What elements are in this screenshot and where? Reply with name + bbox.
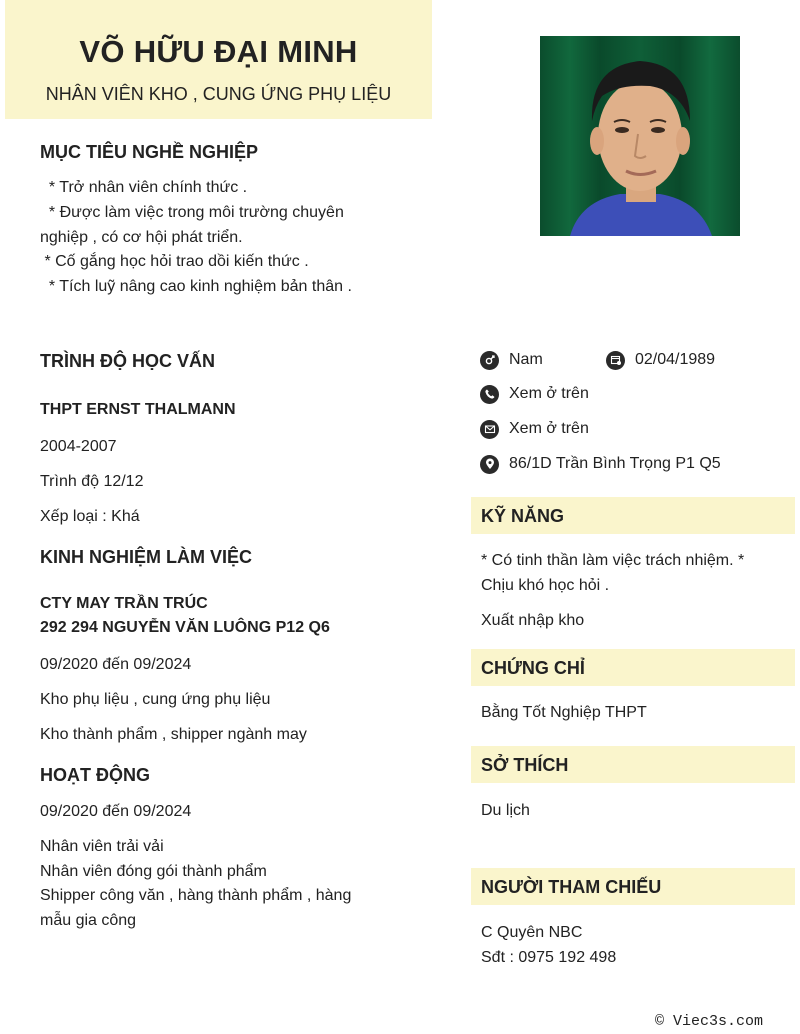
watermark: © Viec3s.com (655, 1013, 764, 1030)
skills-line: * Có tinh thần làm việc trách nhiệm. * (481, 552, 745, 569)
job-title: NHÂN VIÊN KHO , CUNG ỨNG PHỤ LIỆU (45, 84, 392, 104)
skills-heading-band (471, 497, 795, 534)
activities-period: 09/2020 đến 09/2024 (40, 803, 192, 820)
activities-line: mẫu gia công (40, 911, 137, 929)
hobbies-heading-band (471, 746, 795, 783)
reference-name: C Quyên NBC (481, 924, 583, 941)
references-heading: NGƯỜI THAM CHIẾU (481, 877, 662, 897)
company-address: 292 294 NGUYỄN VĂN LUÔNG P12 Q6 (40, 619, 330, 636)
certificate-value: Bằng Tốt Nghiệp THPT (481, 704, 647, 721)
education-grade: Xếp loại : Khá (40, 508, 140, 525)
phone-icon (480, 385, 499, 404)
email-value: Xem ở trên (509, 420, 589, 437)
email-icon (480, 420, 499, 439)
address-row (480, 453, 721, 475)
certificates-heading: CHỨNG CHỈ (481, 658, 585, 678)
school-name: THPT ERNST THALMANN (40, 401, 236, 418)
reference-phone: Sđt : 0975 192 498 (481, 948, 617, 966)
experience-period: 09/2020 đến 09/2024 (40, 656, 192, 673)
experience-duty: Kho phụ liệu , cung ứng phụ liệu (40, 691, 271, 708)
experience-duty: Kho thành phẩm , shipper ngành may (40, 726, 307, 743)
location-pin-icon (480, 455, 499, 474)
certificates-heading-band (471, 649, 795, 686)
experience-heading: KINH NGHIỆM LÀM VIỆC (40, 547, 253, 567)
phone-value: Xem ở trên (509, 385, 589, 402)
company-name: CTY MAY TRẦN TRÚC (40, 595, 208, 612)
address-value: 86/1D Trần Bình Trọng P1 Q5 (509, 455, 721, 472)
activities-line: Shipper công văn , hàng thành phẩm , hàng (40, 887, 352, 904)
gender-icon (480, 351, 499, 370)
activities-line: Nhân viên trải vải (40, 838, 164, 855)
header-banner (5, 0, 432, 119)
gender-value: Nam (509, 351, 543, 368)
activities-line: Nhân viên đóng gói thành phẩm (40, 862, 267, 880)
skills-line: Chịu khó học hỏi . (481, 576, 610, 594)
education-level: Trình độ 12/12 (40, 473, 144, 490)
references-heading-band (471, 868, 795, 905)
email-row (480, 418, 589, 440)
objective-line: * Được làm việc trong môi trường chuyên (40, 203, 344, 221)
skills-extra: Xuất nhập kho (481, 612, 585, 629)
profile-photo (540, 36, 740, 236)
objective-line: * Cố gắng học hỏi trao dồi kiến thức . (40, 253, 309, 271)
hobby-value: Du lịch (481, 802, 530, 819)
birthday-row (606, 349, 715, 371)
objective-heading: MỤC TIÊU NGHỀ NGHIỆP (40, 142, 259, 162)
education-period: 2004-2007 (40, 438, 117, 455)
objective-text (40, 176, 400, 300)
objective-line: * Tích luỹ nâng cao kinh nghiệm bản thân . (40, 278, 352, 296)
objective-line: nghiệp , có cơ hội phát triển. (40, 228, 243, 246)
phone-row (480, 383, 589, 405)
education-heading: TRÌNH ĐỘ HỌC VẤN (40, 351, 215, 371)
birthday-value: 02/04/1989 (635, 351, 716, 368)
gender-row (480, 349, 543, 371)
activities-heading: HOẠT ĐỘNG (40, 765, 150, 785)
skills-heading: KỸ NĂNG (481, 506, 565, 526)
hobbies-heading: SỞ THÍCH (481, 755, 569, 775)
objective-line: * Trở nhân viên chính thức . (40, 179, 248, 196)
candidate-name: VÕ HỮU ĐẠI MINH (79, 34, 358, 69)
calendar-icon (606, 351, 625, 370)
